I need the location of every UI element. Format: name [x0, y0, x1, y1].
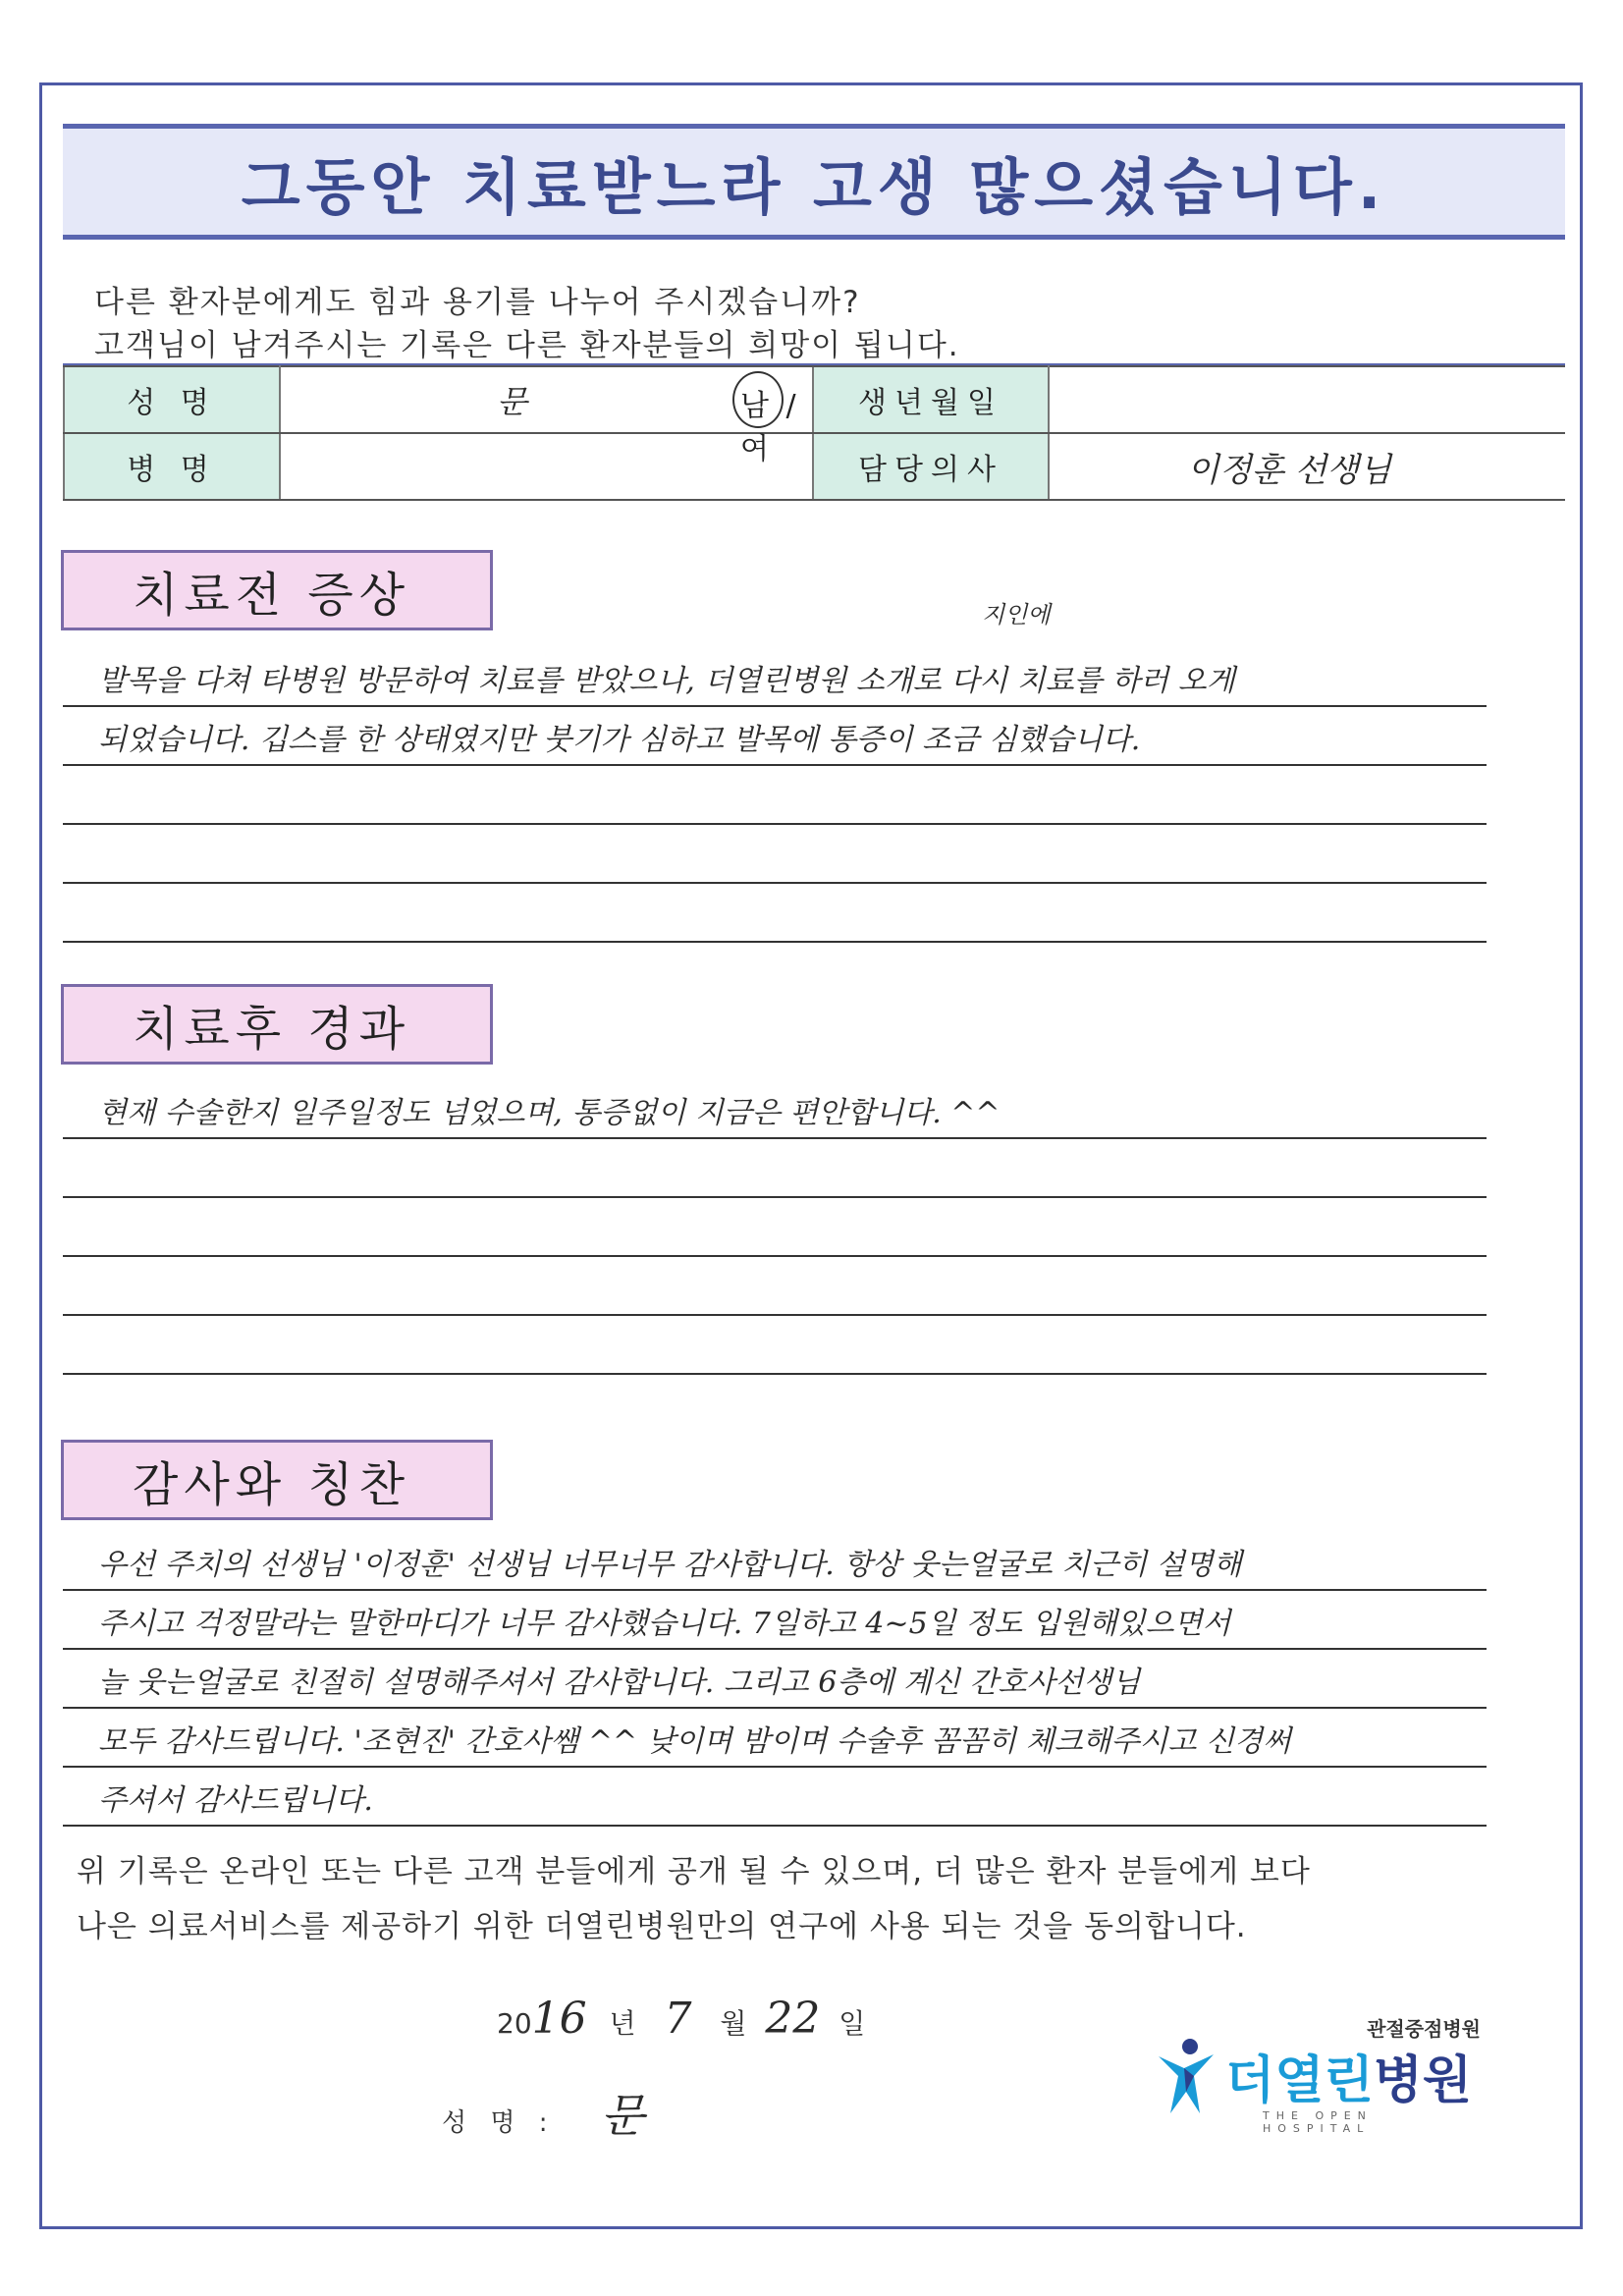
year-unit: 년 [609, 2007, 636, 2040]
name-label: 성 명 [64, 366, 280, 433]
text-line [63, 884, 1487, 943]
disease-field[interactable] [280, 433, 813, 500]
disease-label: 병 명 [64, 433, 280, 500]
text-line: 주시고 걱정말라는 말한마디가 너무 감사했습니다. 7일하고 4~5일 정도 입원해있으면서 [63, 1591, 1487, 1650]
intro-line-1: 다른 환자분에게도 힘과 용기를 나누어 주시겠습니까? [94, 285, 861, 320]
gender-female-option[interactable]: 여 [740, 432, 769, 466]
page-title: 그동안 치료받느라 고생 많으셨습니다. [241, 150, 1387, 223]
date-field[interactable] [497, 1994, 865, 2044]
text-line [63, 825, 1487, 884]
text-line: 주셔서 감사드립니다. [63, 1768, 1487, 1827]
title-banner [63, 124, 1565, 240]
section-heading-after: 치료후 경과 [61, 984, 493, 1065]
birth-field[interactable] [1049, 366, 1565, 433]
hospital-logo [1155, 2013, 1488, 2135]
section-heading-thanks: 감사와 칭찬 [61, 1440, 493, 1520]
logo-english: THE OPEN HOSPITAL [1263, 2109, 1373, 2135]
signature-value: 문 [600, 2089, 653, 2142]
logo-name-a: 더열린 [1225, 2051, 1374, 2110]
day-unit: 일 [839, 2007, 866, 2040]
section-heading-before: 치료전 증상 [61, 550, 493, 630]
signature-field[interactable] [442, 2080, 652, 2145]
text-line: 현재 수술한지 일주일정도 넘었으며, 통증없이 지금은 편안합니다. ^^ [63, 1080, 1487, 1139]
doctor-field[interactable] [1049, 433, 1565, 500]
month-value: 7 [664, 1994, 692, 2044]
text-line [63, 1257, 1487, 1316]
text-line [63, 1316, 1487, 1375]
after-lines[interactable] [63, 1080, 1487, 1375]
text-line [63, 1198, 1487, 1257]
logo-name [1225, 2039, 1472, 2112]
consent-line-1: 위 기록은 온라인 또는 다른 고객 분들에게 공개 될 수 있으며, 더 많은 환자 분들에게 보다 [77, 1854, 1311, 1889]
intro-line-2: 고객님이 남겨주시는 기록은 다른 환자분들의 희망이 됩니다. [94, 328, 960, 363]
doctor-label: 담당의사 [813, 433, 1049, 500]
gender-male-option[interactable]: 남 [740, 389, 769, 423]
month-unit: 월 [720, 2007, 747, 2040]
thanks-lines[interactable] [63, 1532, 1487, 1827]
consent-line-2: 나은 의료서비스를 제공하기 위한 더열린병원만의 연구에 사용 되는 것을 동의합니다. [77, 1909, 1247, 1944]
text-line: 발목을 다쳐 타병원 방문하여 치료를 받았으나, 더열린병원 소개로 다시 치료를 하러 오게 [63, 648, 1487, 707]
day-value: 22 [765, 1994, 821, 2044]
person-figure-icon [1155, 2037, 1223, 2119]
year-prefix: 20 [497, 2007, 532, 2040]
text-line: 우선 주치의 선생님 '이정훈' 선생님 너무너무 감사합니다. 항상 웃는얼굴로 치근히 설명해 [63, 1532, 1487, 1591]
insert-note: 지인에 [982, 601, 1051, 629]
name-field[interactable] [280, 366, 813, 466]
patient-info-table [63, 365, 1565, 501]
text-line: 늘 웃는얼굴로 친절히 설명해주셔서 감사합니다. 그리고 6층에 계신 간호사선생님 [63, 1650, 1487, 1709]
birth-label: 생년월일 [813, 366, 1049, 433]
text-line [63, 1139, 1487, 1198]
text-line: 모두 감사드립니다. '조현진' 간호사쌤 ^^ 낮이며 밤이며 수술후 꼼꼼히 체크해주시고 신경써 [63, 1709, 1487, 1768]
before-lines[interactable] [63, 648, 1487, 943]
gender-selected-circle [732, 371, 784, 428]
logo-subtitle: 관절중점병원 [1367, 2017, 1481, 2041]
signature-label: 성 명 : [442, 2108, 556, 2138]
logo-name-b: 병원 [1373, 2051, 1473, 2110]
text-line: 되었습니다. 깁스를 한 상태였지만 붓기가 심하고 발목에 통증이 조금 심했습니다. [63, 707, 1487, 766]
doctor-value: 이정훈 선생님 [1187, 450, 1391, 490]
gender-separator: / [785, 389, 796, 423]
year-value: 16 [531, 1994, 587, 2044]
name-value: 문 [497, 383, 527, 420]
text-line [63, 766, 1487, 825]
